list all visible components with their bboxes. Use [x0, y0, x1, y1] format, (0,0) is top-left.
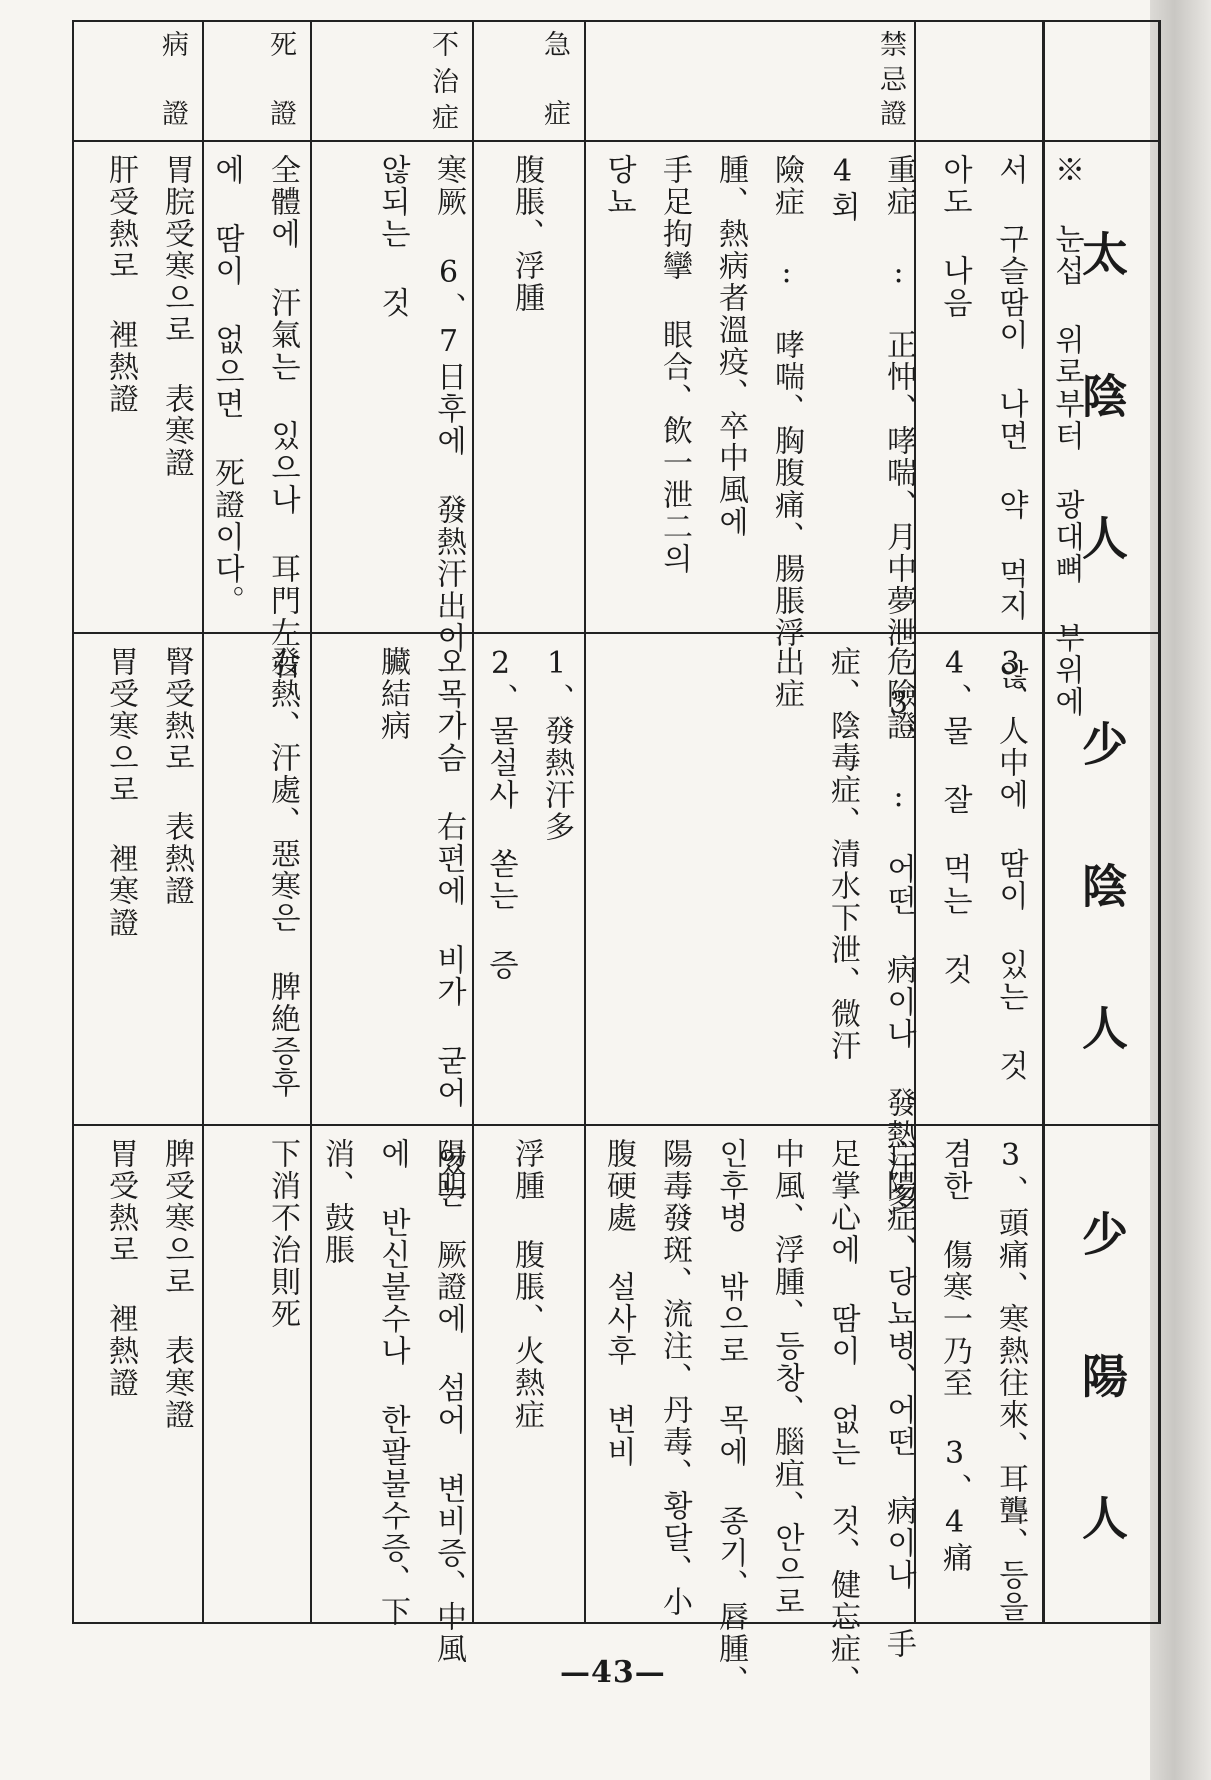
header-soeum: 少 陰 人: [1075, 720, 1129, 1050]
soyang-incurable: 陽明 厥證에 섬어 변비증、中風 에 반신불수나 한팔불수증、下 消、鼓脹: [319, 1138, 466, 1665]
label-disease: 病 證: [157, 30, 188, 126]
label-death: 死 證: [265, 30, 296, 126]
soeum-contraindication: 危險證 : 어떤 病이나 發熱汗多 症、陰毒症、清水下泄、微汗 出症: [769, 646, 916, 1215]
header-soyang: 少 陽 人: [1075, 1210, 1129, 1540]
soyang-contraindication: 亡陽症、당뇨병、어떤 病이나 手 足掌心에 땀이 없는 것、健忘症、 中風、浮腫、등창、腦疽、안으로 인후병 밖으로 목에 종기、唇腫、 陽毒發斑、流注、丹毒、황달、小 腹硬處 설사후 변비: [601, 1138, 916, 1697]
soyang-death: 下消不治則死: [265, 1138, 300, 1330]
taeeum-incurable: 寒厥 6、7日후에 發熱汗出이 않되는 것: [375, 154, 466, 654]
table-right-border: [1158, 20, 1161, 1624]
taeeum-disease: 胃脘受寒으로 表寒證 肝受熱로 裡熱證: [103, 154, 194, 479]
taeeum-contraindication: 重症 : 正忡、哮喘、月中夢泄 3、 4회 險症 : 哮喘、胸腹痛、腸脹浮 腫、熱病者溫疫、卒中風에 手足拘攣 眼合、飲一泄二의 당뇨: [601, 154, 916, 755]
soyang-disease: 脾受寒으로 表寒證 胃受熱로 裡熱證: [103, 1138, 194, 1431]
soyang-note: 3、頭痛、寒熱往來、耳聾、등을 겸한 傷寒一乃至 3、4痛: [937, 1138, 1028, 1623]
soeum-death: 發熱、汗處、惡寒은 脾絶증후: [265, 646, 300, 1099]
soeum-note: 3、人中에 땀이 있는 것 4、물 잘 먹는 것: [937, 646, 1028, 1082]
taeeum-note: ※ 눈섭 위로부터 광대뼈 부위에 서 구슬땀이 나면 약 먹지 않 아도 나음: [937, 154, 1084, 718]
soeum-soyang-divider: [74, 1124, 1160, 1126]
label-incurable: 不 治 症: [427, 30, 458, 130]
soyang-emergency: 浮腫 腹脹、火熱症: [509, 1138, 544, 1431]
label-contraindication: 禁 忌 證: [875, 30, 906, 126]
soeum-disease: 腎受熱로 表熱證 胃受寒으로 裡寒證: [103, 646, 194, 939]
label-row-divider: [74, 140, 1160, 142]
table-top-border: [74, 20, 1160, 22]
soeum-incurable: 오목가슴 右편에 비가 굳어 있는 臟結病: [375, 646, 466, 1210]
taeeum-death: 全體에 汗氣는 있으나 耳門左右 에 땀이 없으면 死證이다。: [209, 154, 300, 681]
page-number: —43—: [560, 1655, 666, 1690]
emergency-contra-divider: [584, 20, 586, 1624]
header-taeeum: 太 陰 人: [1075, 230, 1129, 560]
label-emergency: 急 症: [539, 30, 570, 126]
taeeum-emergency: 腹脹、浮腫: [509, 154, 544, 314]
soeum-emergency: 1、發熱汗多 2、물설사 쏟는 증: [483, 646, 574, 981]
